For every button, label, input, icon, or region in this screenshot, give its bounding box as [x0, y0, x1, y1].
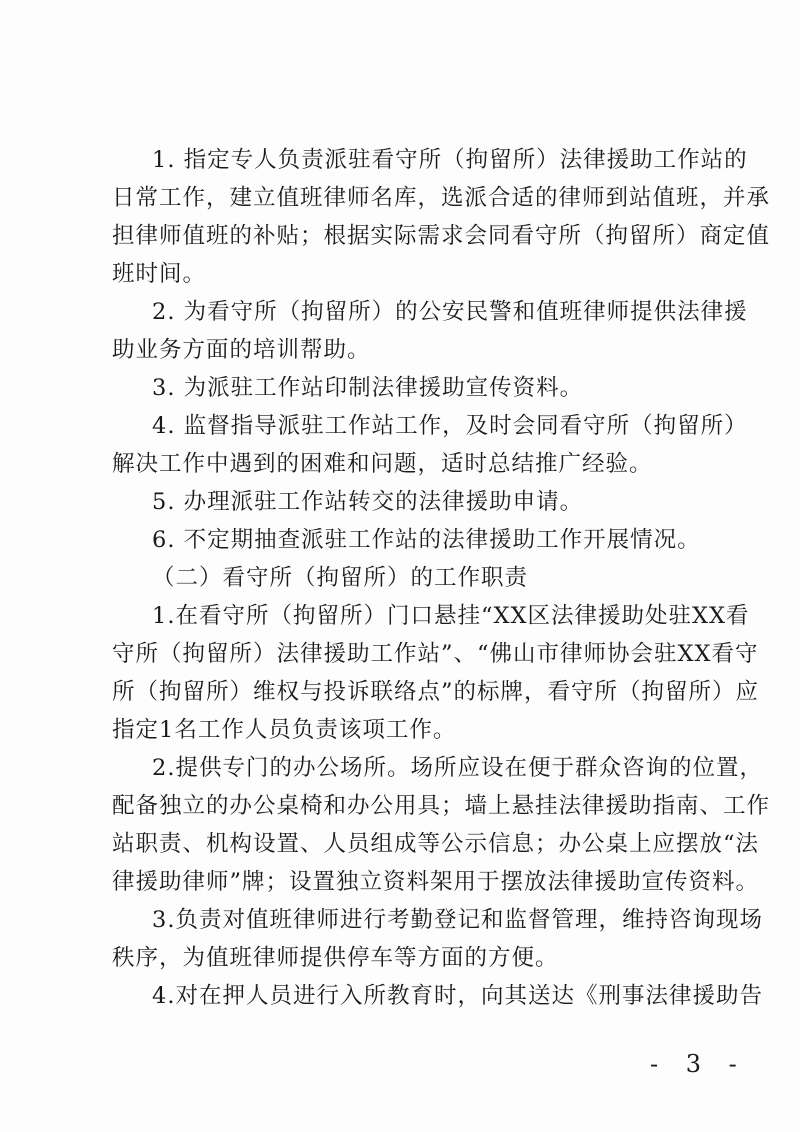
text-line: 2. 为看守所（拘留所）的公安民警和值班律师提供法律援: [152, 299, 748, 325]
text-line: 指定1名工作人员负责该项工作。: [112, 717, 457, 743]
text-line: 律援助律师”牌；设置独立资料架用于摆放法律援助宣传资料。: [112, 869, 760, 895]
text-line: 1.在看守所（拘留所）门口悬挂“XX区法律援助处驻XX看: [152, 603, 750, 629]
section-heading: （二）看守所（拘留所）的工作职责: [152, 565, 529, 591]
text-line: 日常工作，建立值班律师名库，选派合适的律师到站值班，并承: [112, 185, 771, 211]
text-line: 2.提供专门的办公场所。场所应设在便于群众咨询的位置，: [152, 755, 763, 781]
text-line: 所（拘留所）维权与投诉联络点”的标牌，看守所（拘留所）应: [112, 679, 760, 705]
text-line: 3.负责对值班律师进行考勤登记和监督管理，维持咨询现场: [152, 907, 763, 933]
text-line: 6. 不定期抽查派驻工作站的法律援助工作开展情况。: [152, 527, 701, 553]
text-line: 秩序，为值班律师提供停车等方面的方便。: [112, 945, 559, 971]
text-line: 班时间。: [112, 261, 207, 287]
text-line: 1. 指定专人负责派驻看守所（拘留所）法律援助工作站的: [152, 147, 748, 173]
text-line: 守所（拘留所）法律援助工作站”、“佛山市律师协会驻XX看守: [112, 641, 759, 667]
text-line: 解决工作中遇到的困难和问题，适时总结推广经验。: [112, 451, 653, 477]
text-line: 助业务方面的培训帮助。: [112, 337, 371, 363]
text-line: 4.对在押人员进行入所教育时，向其送达《刑事法律援助告: [152, 983, 763, 1009]
page-number: - 3 -: [650, 1050, 747, 1078]
text-line: 4. 监督指导派驻工作站工作，及时会同看守所（拘留所）: [152, 413, 748, 439]
text-line: 3. 为派驻工作站印制法律援助宣传资料。: [152, 375, 584, 401]
text-line: 5. 办理派驻工作站转交的法律援助申请。: [152, 489, 584, 515]
text-line: 配备独立的办公桌椅和办公用具；墙上悬挂法律援助指南、工作: [112, 793, 771, 819]
text-line: 担律师值班的补贴；根据实际需求会同看守所（拘留所）商定值: [112, 223, 771, 249]
text-line: 站职责、机构设置、人员组成等公示信息；办公桌上应摆放“法: [112, 831, 760, 857]
